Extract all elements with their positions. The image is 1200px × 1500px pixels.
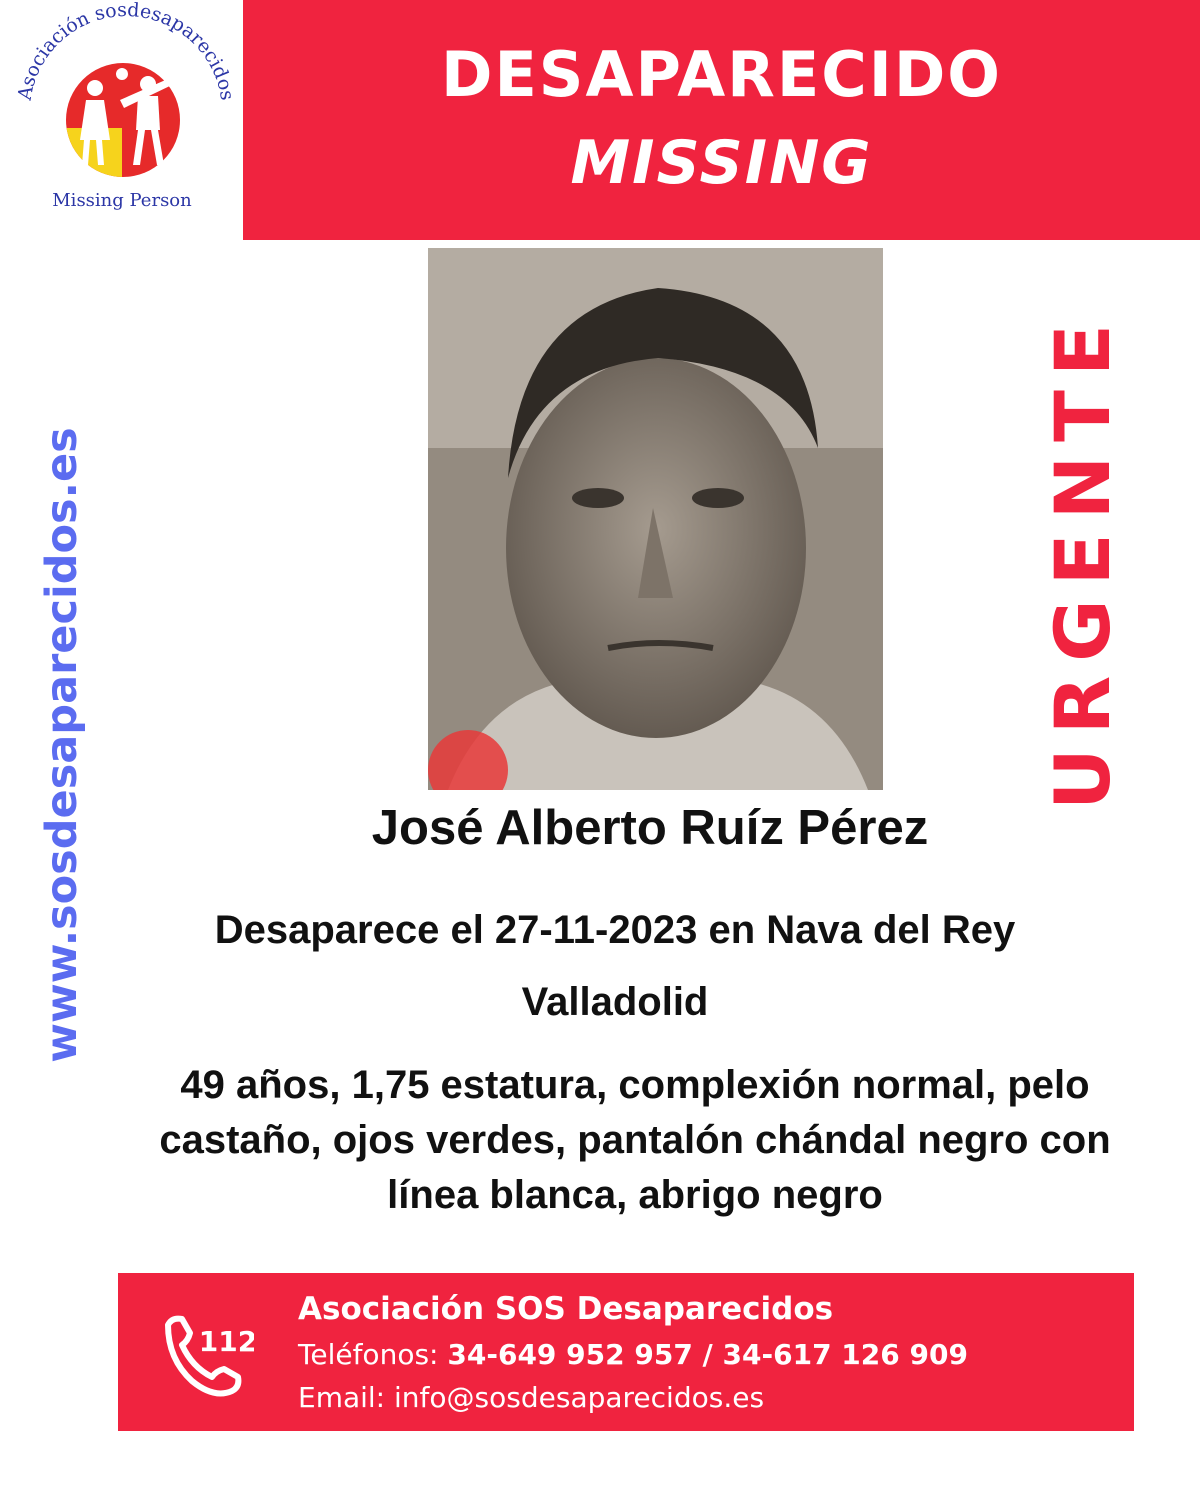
missing-person-photo — [428, 248, 883, 790]
footer-email — [298, 1381, 764, 1414]
phone-numbers[interactable]: 34-649 952 957 / 34-617 126 909 — [447, 1338, 968, 1371]
footer-org-name: Asociación SOS Desaparecidos — [298, 1291, 834, 1327]
header-banner — [243, 0, 1200, 240]
header-title: DESAPARECIDO — [440, 38, 1003, 111]
person-name: José Alberto Ruíz Pérez — [371, 801, 929, 855]
footer-phones — [298, 1338, 968, 1371]
logo-caption: Missing Person — [52, 190, 192, 211]
email-address[interactable]: info@sosdesaparecidos.es — [394, 1381, 765, 1414]
logo-ring-text: Asociación sosdesaparecidos — [13, 0, 239, 102]
email-label: Email: — [298, 1381, 386, 1414]
phone-112-icon — [154, 1303, 254, 1403]
person-description: 49 años, 1,75 estatura, complexión normal, pelo castaño, ojos verdes, pantalón chándal negro con línea blanca, abrigo negro — [159, 1063, 1111, 1217]
association-logo — [0, 0, 243, 240]
disappearance-date-place: Desaparece el 27-11-2023 en Nava del Rey — [214, 908, 1016, 952]
contact-footer — [118, 1273, 1134, 1431]
emergency-number: 112 — [198, 1325, 254, 1358]
disappearance-province: Valladolid — [521, 980, 709, 1024]
website-url-vertical: www.sosdesaparecidos.es — [37, 427, 87, 1063]
header-subtitle: MISSING — [570, 128, 873, 198]
phones-label: Teléfonos: — [298, 1338, 439, 1371]
urgent-label-vertical: URGENTE — [1038, 310, 1127, 810]
